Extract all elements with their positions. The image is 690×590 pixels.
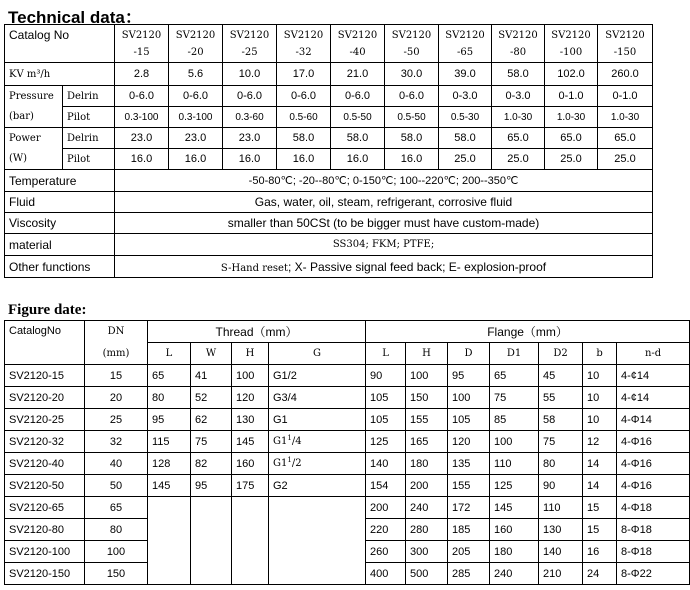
pressure-value: 0-6.0 [223,86,277,107]
kv-value: 39.0 [439,63,492,86]
dn-cell: 150 [85,563,148,585]
flange-h-cell: 150 [406,387,448,409]
thread-h-cell: 160 [232,453,269,475]
table-row [5,431,690,453]
flange-nd-cell: 4-¢14 [617,387,690,409]
power-value: 58.0 [385,128,439,149]
catalog-cell: SV2120-50 [5,475,85,497]
figure-date-heading: Figure date: [8,302,87,318]
model-cell: SV2120 -150 [598,25,653,63]
thread-g-cell: G1 [269,409,366,431]
other-functions-row [5,256,653,278]
flange-d2-cell: 90 [539,475,583,497]
flange-nd-cell: 4-Φ18 [617,497,690,519]
power-value: 16.0 [115,149,169,170]
flange-l-cell: 105 [366,387,406,409]
pressure-delrin-label: Delrin [63,86,115,107]
flange-h-cell: 240 [406,497,448,519]
flange-d2-cell: 55 [539,387,583,409]
thread-g-cell: G1/2 [269,365,366,387]
thread-l-cell: 80 [148,387,191,409]
dn-header: DN [85,321,148,343]
flange-col-header: L [366,343,406,365]
kv-value: 102.0 [545,63,598,86]
thread-h-cell: 120 [232,387,269,409]
kv-value: 260.0 [598,63,653,86]
table-row [5,475,690,497]
flange-header: Flange（mm） [366,321,690,343]
flange-d-cell: 105 [448,409,490,431]
flange-d-cell: 120 [448,431,490,453]
power-value: 23.0 [115,128,169,149]
model-cell: SV2120 -32 [277,25,331,63]
model-cell: SV2120 -25 [223,25,277,63]
catalog-row [5,25,653,63]
flange-d2-cell: 80 [539,453,583,475]
model-cell: SV2120 -50 [385,25,439,63]
thread-empty-cell [191,497,232,585]
pressure-value: 0-1.0 [598,86,653,107]
material-row [5,234,653,256]
thread-w-cell: 75 [191,431,232,453]
thread-l-cell: 115 [148,431,191,453]
flange-col-header: n-d [617,343,690,365]
other-functions-value [115,256,653,278]
table-row [5,365,690,387]
dn-cell: 15 [85,365,148,387]
flange-d-cell: 135 [448,453,490,475]
power-value: 16.0 [223,149,277,170]
thread-g-cell: G3/4 [269,387,366,409]
kv-value: 30.0 [385,63,439,86]
model-cell: SV2120 -65 [439,25,492,63]
model-cell: SV2120 -20 [169,25,223,63]
flange-nd-cell: 4-Φ14 [617,409,690,431]
thread-g-cell: $G1^1/4$ [269,431,366,453]
flange-l-cell: 200 [366,497,406,519]
dn-cell: 40 [85,453,148,475]
pressure-value: 0.5-50 [385,107,439,128]
flange-l-cell: 154 [366,475,406,497]
power-value: 16.0 [331,149,385,170]
pressure-value: 0-3.0 [439,86,492,107]
thread-col-header: H [232,343,269,365]
kv-value: 58.0 [492,63,545,86]
flange-nd-cell: 8-Φ22 [617,563,690,585]
model-cell: SV2120 -80 [492,25,545,63]
flange-d-cell: 155 [448,475,490,497]
thread-w-cell: 62 [191,409,232,431]
pressure-value: 0-1.0 [545,86,598,107]
catalog-cell: SV2120-15 [5,365,85,387]
flange-d2-cell: 210 [539,563,583,585]
model-cell: SV2120 -15 [115,25,169,63]
dn-cell: 25 [85,409,148,431]
flange-l-cell: 105 [366,409,406,431]
pressure-value: 0-6.0 [277,86,331,107]
kv-row [5,63,653,86]
power-unit-label: (W) [5,149,63,170]
power-value: 25.0 [545,149,598,170]
thread-g-cell: $G1^1/2$ [269,453,366,475]
flange-d2-cell: 110 [539,497,583,519]
figure-date-table [4,320,690,585]
thread-w-cell: 95 [191,475,232,497]
flange-d1-cell: 160 [490,519,539,541]
thread-h-cell: 175 [232,475,269,497]
table-row [5,453,690,475]
flange-nd-cell: 8-Φ18 [617,541,690,563]
flange-d1-cell: 75 [490,387,539,409]
catalog-cell: SV2120-80 [5,519,85,541]
thread-l-cell: 65 [148,365,191,387]
figure-header-row-1 [5,321,690,343]
power-value: 16.0 [277,149,331,170]
fluid-value: Gas, water, oil, steam, refrigerant, corrosive fluid [115,192,653,213]
power-value: 23.0 [223,128,277,149]
material-label: material [5,234,115,256]
flange-d-cell: 285 [448,563,490,585]
viscosity-value: smaller than 50CSt (to be bigger must have custom-made) [115,213,653,234]
flange-nd-cell: 4-Φ16 [617,453,690,475]
power-value: 25.0 [439,149,492,170]
hand-reset-text: S-Hand reset [220,262,288,274]
power-value: 58.0 [331,128,385,149]
pressure-value: 0-6.0 [115,86,169,107]
flange-nd-cell: 8-Φ18 [617,519,690,541]
power-value: 23.0 [169,128,223,149]
flange-d-cell: 95 [448,365,490,387]
flange-l-cell: 220 [366,519,406,541]
flange-d1-cell: 145 [490,497,539,519]
flange-d1-cell: 125 [490,475,539,497]
flange-d2-cell: 58 [539,409,583,431]
flange-l-cell: 260 [366,541,406,563]
thread-col-header: W [191,343,232,365]
catalog-cell: SV2120-65 [5,497,85,519]
catalog-cell: SV2120-20 [5,387,85,409]
flange-h-cell: 200 [406,475,448,497]
flange-nd-cell: 4-¢14 [617,365,690,387]
thread-h-cell: 145 [232,431,269,453]
flange-col-header: D [448,343,490,365]
flange-l-cell: 90 [366,365,406,387]
flange-col-header: D1 [490,343,539,365]
thread-l-cell: 128 [148,453,191,475]
thread-g-cell: G2 [269,475,366,497]
flange-col-header: b [583,343,617,365]
viscosity-label: Viscosity [5,213,115,234]
pressure-value: 0.5-50 [331,107,385,128]
flange-nd-cell: 4-Φ16 [617,431,690,453]
catalog-no-header: CatalogNo [5,321,85,365]
catalog-cell: SV2120-25 [5,409,85,431]
flange-h-cell: 500 [406,563,448,585]
flange-h-cell: 300 [406,541,448,563]
pressure-value: 1.0-30 [598,107,653,128]
thread-h-cell: 100 [232,365,269,387]
power-value: 65.0 [492,128,545,149]
flange-h-cell: 100 [406,365,448,387]
power-value: 58.0 [277,128,331,149]
power-value: 65.0 [598,128,653,149]
power-value: 25.0 [492,149,545,170]
temperature-value: -50-80℃; -20--80℃; 0-150℃; 100--220℃; 200--350℃ [115,170,653,192]
flange-b-cell: 15 [583,497,617,519]
viscosity-row [5,213,653,234]
kv-label: KV m³/h [5,63,115,86]
temperature-row [5,170,653,192]
table-row [5,497,690,519]
flange-b-cell: 16 [583,541,617,563]
thread-l-cell: 95 [148,409,191,431]
flange-d1-cell: 65 [490,365,539,387]
flange-b-cell: 24 [583,563,617,585]
table-row [5,409,690,431]
kv-value: 10.0 [223,63,277,86]
flange-l-cell: 125 [366,431,406,453]
model-cell: SV2120 -100 [545,25,598,63]
other-functions-label: Other functions [5,256,115,278]
power-value: 16.0 [169,149,223,170]
dn-cell: 65 [85,497,148,519]
fluid-row [5,192,653,213]
flange-h-cell: 280 [406,519,448,541]
flange-col-header: H [406,343,448,365]
dn-cell: 100 [85,541,148,563]
pressure-pilot-label: Pilot [63,107,115,128]
catalog-cell: SV2120-40 [5,453,85,475]
flange-d2-cell: 130 [539,519,583,541]
pressure-value: 0-3.0 [492,86,545,107]
thread-empty-cell [269,497,366,585]
dn-unit-header: (mm) [85,343,148,365]
flange-h-cell: 165 [406,431,448,453]
power-value: 16.0 [385,149,439,170]
thread-h-cell: 130 [232,409,269,431]
power-value: 58.0 [439,128,492,149]
temperature-label: Temperature [5,170,115,192]
pressure-value: 0-6.0 [385,86,439,107]
flange-b-cell: 10 [583,365,617,387]
flange-d1-cell: 85 [490,409,539,431]
flange-d1-cell: 180 [490,541,539,563]
thread-header: Thread（mm） [148,321,366,343]
flange-l-cell: 400 [366,563,406,585]
kv-value: 5.6 [169,63,223,86]
thread-empty-cell [148,497,191,585]
kv-value: 17.0 [277,63,331,86]
flange-col-header: D2 [539,343,583,365]
power-delrin-label: Delrin [63,128,115,149]
power-pilot-row [5,149,653,170]
thread-empty-cell [232,497,269,585]
flange-d1-cell: 100 [490,431,539,453]
flange-d1-cell: 240 [490,563,539,585]
material-value: SS304; FKM; PTFE; [115,234,653,256]
dn-cell: 50 [85,475,148,497]
other-functions-text: ; X- Passive signal feed back; E- explosion-proof [287,259,547,274]
kv-value: 2.8 [115,63,169,86]
flange-d-cell: 100 [448,387,490,409]
pressure-delrin-row [5,86,653,107]
pressure-value: 0.3-100 [115,107,169,128]
flange-nd-cell: 4-Φ16 [617,475,690,497]
fluid-label: Fluid [5,192,115,213]
dn-cell: 20 [85,387,148,409]
thread-l-cell: 145 [148,475,191,497]
catalog-cell: SV2120-32 [5,431,85,453]
flange-d-cell: 172 [448,497,490,519]
pressure-label: Pressure [5,86,63,107]
flange-l-cell: 140 [366,453,406,475]
flange-d2-cell: 45 [539,365,583,387]
flange-b-cell: 10 [583,409,617,431]
pressure-value: 0.3-100 [169,107,223,128]
pressure-value: 0.3-60 [223,107,277,128]
flange-d2-cell: 140 [539,541,583,563]
pressure-value: 1.0-30 [492,107,545,128]
thread-w-cell: 82 [191,453,232,475]
thread-col-header: L [148,343,191,365]
pressure-pilot-row [5,107,653,128]
thread-col-header: G [269,343,366,365]
power-value: 65.0 [545,128,598,149]
model-cell: SV2120 -40 [331,25,385,63]
dn-cell: 32 [85,431,148,453]
kv-value: 21.0 [331,63,385,86]
flange-h-cell: 155 [406,409,448,431]
power-label: Power [5,128,63,149]
pressure-value: 0.5-60 [277,107,331,128]
flange-b-cell: 12 [583,431,617,453]
pressure-unit-label: (bar) [5,107,63,128]
flange-d-cell: 185 [448,519,490,541]
pressure-value: 1.0-30 [545,107,598,128]
flange-d2-cell: 75 [539,431,583,453]
pressure-value: 0.5-30 [439,107,492,128]
flange-h-cell: 180 [406,453,448,475]
thread-w-cell: 41 [191,365,232,387]
power-delrin-row [5,128,653,149]
thread-w-cell: 52 [191,387,232,409]
flange-d1-cell: 110 [490,453,539,475]
power-value: 25.0 [598,149,653,170]
technical-data-table [4,24,653,278]
flange-d-cell: 205 [448,541,490,563]
flange-b-cell: 15 [583,519,617,541]
flange-b-cell: 10 [583,387,617,409]
catalog-label: Catalog No [5,25,115,63]
figure-header-row-2 [5,343,690,365]
technical-data-heading: Technical data： [8,8,142,27]
table-row [5,387,690,409]
dn-cell: 80 [85,519,148,541]
catalog-cell: SV2120-100 [5,541,85,563]
catalog-cell: SV2120-150 [5,563,85,585]
pressure-value: 0-6.0 [331,86,385,107]
power-pilot-label: Pilot [63,149,115,170]
pressure-value: 0-6.0 [169,86,223,107]
flange-b-cell: 14 [583,453,617,475]
flange-b-cell: 14 [583,475,617,497]
